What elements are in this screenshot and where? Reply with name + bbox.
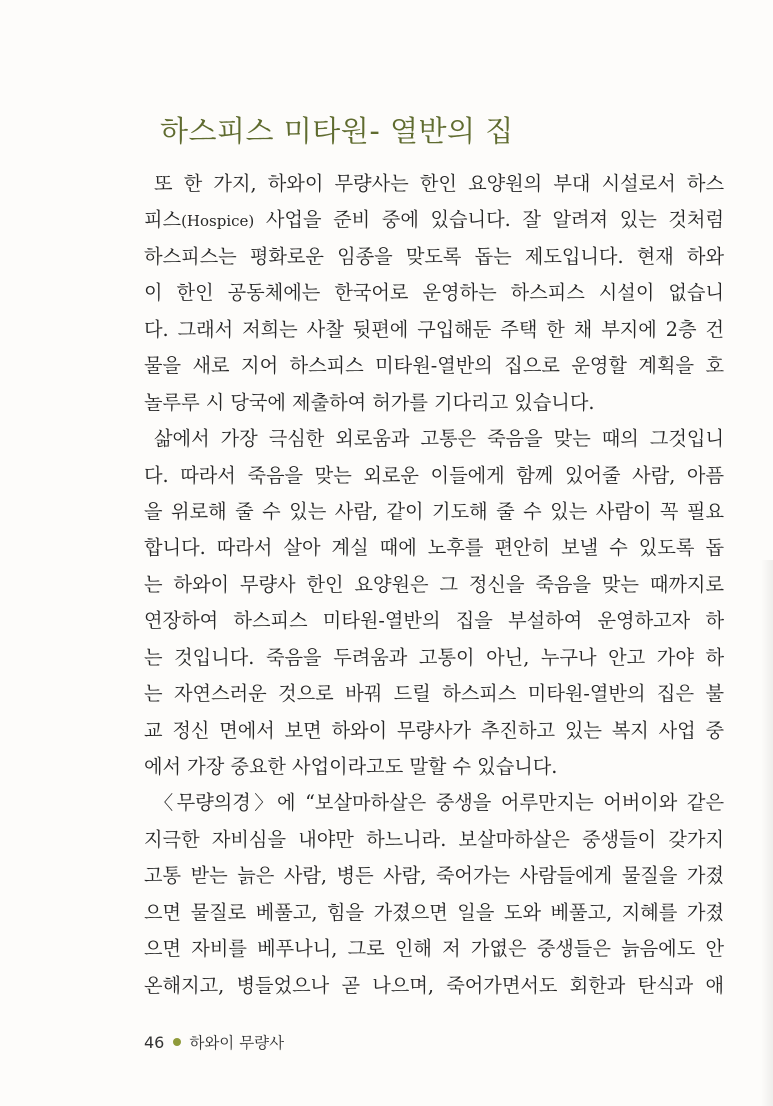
paragraph-2-line-2: 다. 따라서 죽음을 맞는 외로운 이들에게 함께 있어줄 사람, 아픔 [144,463,724,487]
paragraph-2-line-3: 을 위로해 줄 수 있는 사람, 같이 기도해 줄 수 있는 사람이 꼭 필요 [144,499,724,523]
paragraph-1-line-6: 물을 새로 지어 하스피스 미타원-열반의 집으로 운영할 계획을 호 [144,354,724,378]
body-text [144,166,724,1004]
paragraph-2-line-8: 는 자연스러운 것으로 바꿔 드릴 하스피스 미타원-열반의 집은 불 [144,682,724,706]
paragraph-2-line-5: 는 하와이 무량사 한인 요양원은 그 정신을 죽음을 맞는 때까지로 [144,572,724,596]
section-heading: 하스피스 미타원- 열반의 집 [160,114,514,148]
hospice-term: (Hospice) [181,212,255,231]
paragraph-3-line-5: 으면 자비를 베푸나니, 그로 인해 저 가엾은 중생들은 늙음에도 안 [144,937,724,961]
running-title: 하와이 무량사 [189,1034,285,1052]
paragraph-2-line-9: 교 정신 면에서 보면 하와이 무량사가 추진하고 있는 복지 사업 중 [144,718,724,742]
paragraph-1-line-5: 다. 그래서 저희는 사찰 뒷편에 구입해둔 주택 한 채 부지에 2층 건 [144,317,724,341]
paragraph-2-line-10: 에서 가장 중요한 사업이라고도 말할 수 있습니다. [144,755,558,778]
paragraph-1-line-3: 하스피스는 평화로운 임종을 맞도록 돕는 제도입니다. 현재 하와 [144,244,724,268]
page-number: 46 [144,1032,165,1052]
paragraph-1-line-1: 또 한 가지, 하와이 무량사는 한인 요양원의 부대 시설로서 하스 [154,172,724,195]
paragraph-1-line-7: 놀루루 시 당국에 제출하여 허가를 기다리고 있습니다. [144,390,595,414]
paragraph-2-line-4: 합니다. 따라서 살아 계실 때에 노후를 편안히 보낼 수 있도록 돕 [144,536,724,560]
bullet-dot-icon [173,1038,181,1046]
paragraph-2-line-1: 삶에서 가장 극심한 외로움과 고통은 죽음을 맞는 때의 그것입니 [154,427,724,451]
paragraph-2-line-7: 는 것입니다. 죽음을 두려움과 고통이 아닌, 누구나 안고 가야 하 [144,645,724,669]
paragraph-3-line-6: 온해지고, 병들었으나 곧 나으며, 죽어가면서도 회한과 탄식과 애 [144,973,724,997]
paragraph-3-line-1: 〈무량의경〉에 “보살마하살은 중생을 어루만지는 어버이와 같은 [154,791,724,815]
paragraph-3-line-3: 고통 받는 늙은 사람, 병든 사람, 죽어가는 사람들에게 물질을 가졌 [144,864,724,888]
paragraph-2-line-6: 연장하여 하스피스 미타원-열반의 집을 부설하여 운영하고자 하 [144,609,724,633]
page-footer [144,1030,284,1054]
paragraph-3-line-2: 지극한 자비심을 내야만 하느니라. 보살마하살은 중생들이 갖가지 [144,827,724,851]
page-edge-shadow [761,560,773,1106]
paragraph-1-line-4: 이 한인 공동체에는 한국어로 운영하는 하스피스 시설이 없습니 [144,281,724,305]
paragraph-1-line-2: 피스(Hospice) 사업을 준비 중에 있습니다. 잘 알려져 있는 것처럼 [144,208,724,232]
paragraph-3-line-4: 으면 물질로 베풀고, 힘을 가졌으면 일을 도와 베풀고, 지혜를 가졌 [144,900,724,924]
